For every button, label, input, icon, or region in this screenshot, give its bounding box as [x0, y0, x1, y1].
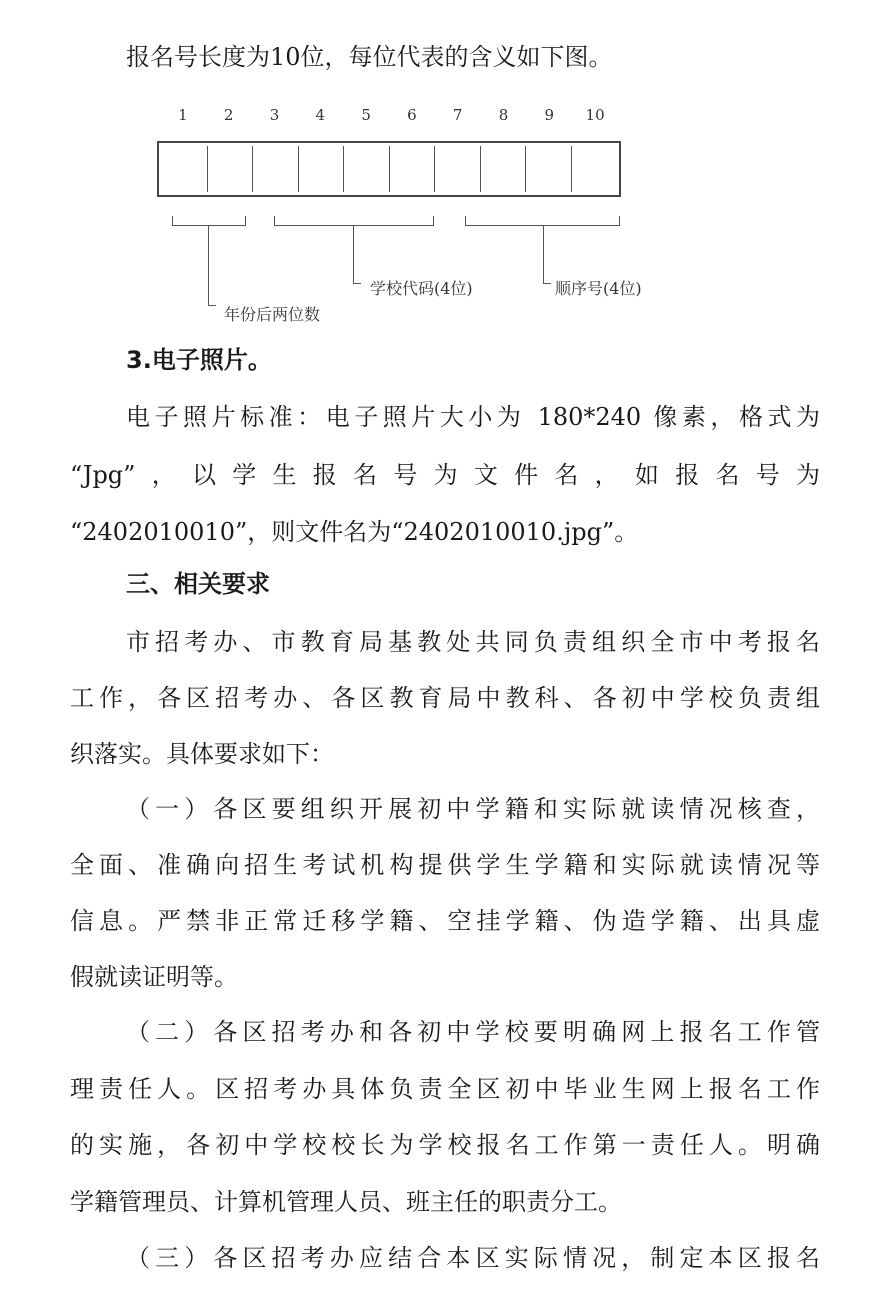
year-label: 年份后两位数: [224, 305, 321, 324]
section-requirements-heading: 三、相关要求: [126, 570, 270, 598]
digit-boxes: [157, 141, 621, 197]
digit-index-label: 10: [585, 106, 605, 124]
digit-index-label: 4: [315, 106, 326, 124]
intro-line: 报名号长度为10位，每位代表的含义如下图。: [126, 43, 613, 71]
digit-index-label: 8: [498, 106, 509, 124]
paragraph-line: 电子照片标准：电子照片大小为 180*240 像素，格式为: [126, 403, 820, 431]
paragraph-line: 的实施，各初中学校校长为学校报名工作第一责任人。明确: [70, 1131, 820, 1159]
paragraph-line: 织落实。具体要求如下：: [70, 740, 334, 768]
year-bracket: [172, 216, 246, 226]
sequence-label: 顺序号(4位): [555, 279, 642, 298]
digit-box: [481, 146, 527, 192]
sequence-elbow: [543, 274, 551, 284]
paragraph-line: 市招考办、市教育局基教处共同负责组织全市中考报名: [126, 628, 820, 656]
section-3-heading: 3.电子照片。: [126, 346, 272, 374]
digit-box: [162, 146, 208, 192]
paragraph-line: （二）各区招考办和各初中学校要明确网上报名工作管: [126, 1018, 820, 1046]
paragraph-line: （一）各区要组织开展初中学籍和实际就读情况核查，: [126, 795, 820, 823]
paragraph-line: 假就读证明等。: [70, 963, 238, 991]
paragraph-line: 学籍管理员、计算机管理人员、班主任的职责分工。: [70, 1188, 622, 1216]
year-elbow: [208, 296, 216, 306]
digit-box: [253, 146, 299, 192]
digit-index-label: 9: [544, 106, 555, 124]
digit-box: [390, 146, 436, 192]
digit-index-label: 1: [178, 106, 188, 124]
paragraph-line: 全面、准确向招生考试机构提供学生学籍和实际就读情况等: [70, 851, 820, 879]
digit-box: [526, 146, 572, 192]
digit-index-label: 3: [269, 106, 280, 124]
digit-index-label: 7: [452, 106, 463, 124]
paragraph-line: 信息。严禁非正常迁移学籍、空挂学籍、伪造学籍、出具虚: [70, 907, 820, 935]
digit-box: [572, 146, 617, 192]
digit-box: [435, 146, 481, 192]
paragraph-line: 理责任人。区招考办具体负责全区初中毕业生网上报名工作: [70, 1075, 820, 1103]
paragraph-line: 工作，各区招考办、各区教育局中教科、各初中学校负责组: [70, 684, 820, 712]
paragraph-line: “Jpg”，以学生报名号为文件名，如报名号为: [70, 461, 820, 489]
digit-index-label: 6: [407, 106, 417, 124]
digit-box: [299, 146, 345, 192]
school-bracket: [274, 216, 434, 226]
digit-index-label: 2: [223, 106, 234, 124]
paragraph-line: （三）各区招考办应结合本区实际情况，制定本区报名: [126, 1244, 820, 1272]
year-connector: [208, 226, 209, 296]
school-label: 学校代码(4位): [370, 279, 473, 298]
sequence-connector: [543, 226, 544, 274]
digit-box: [344, 146, 390, 192]
digit-box: [208, 146, 254, 192]
school-connector: [353, 226, 354, 274]
digit-index-label: 5: [361, 106, 371, 124]
registration-number-diagram: [150, 98, 670, 328]
paragraph-line: “2402010010”，则文件名为“2402010010.jpg”。: [70, 518, 639, 546]
sequence-bracket: [465, 216, 620, 226]
school-elbow: [353, 274, 361, 284]
